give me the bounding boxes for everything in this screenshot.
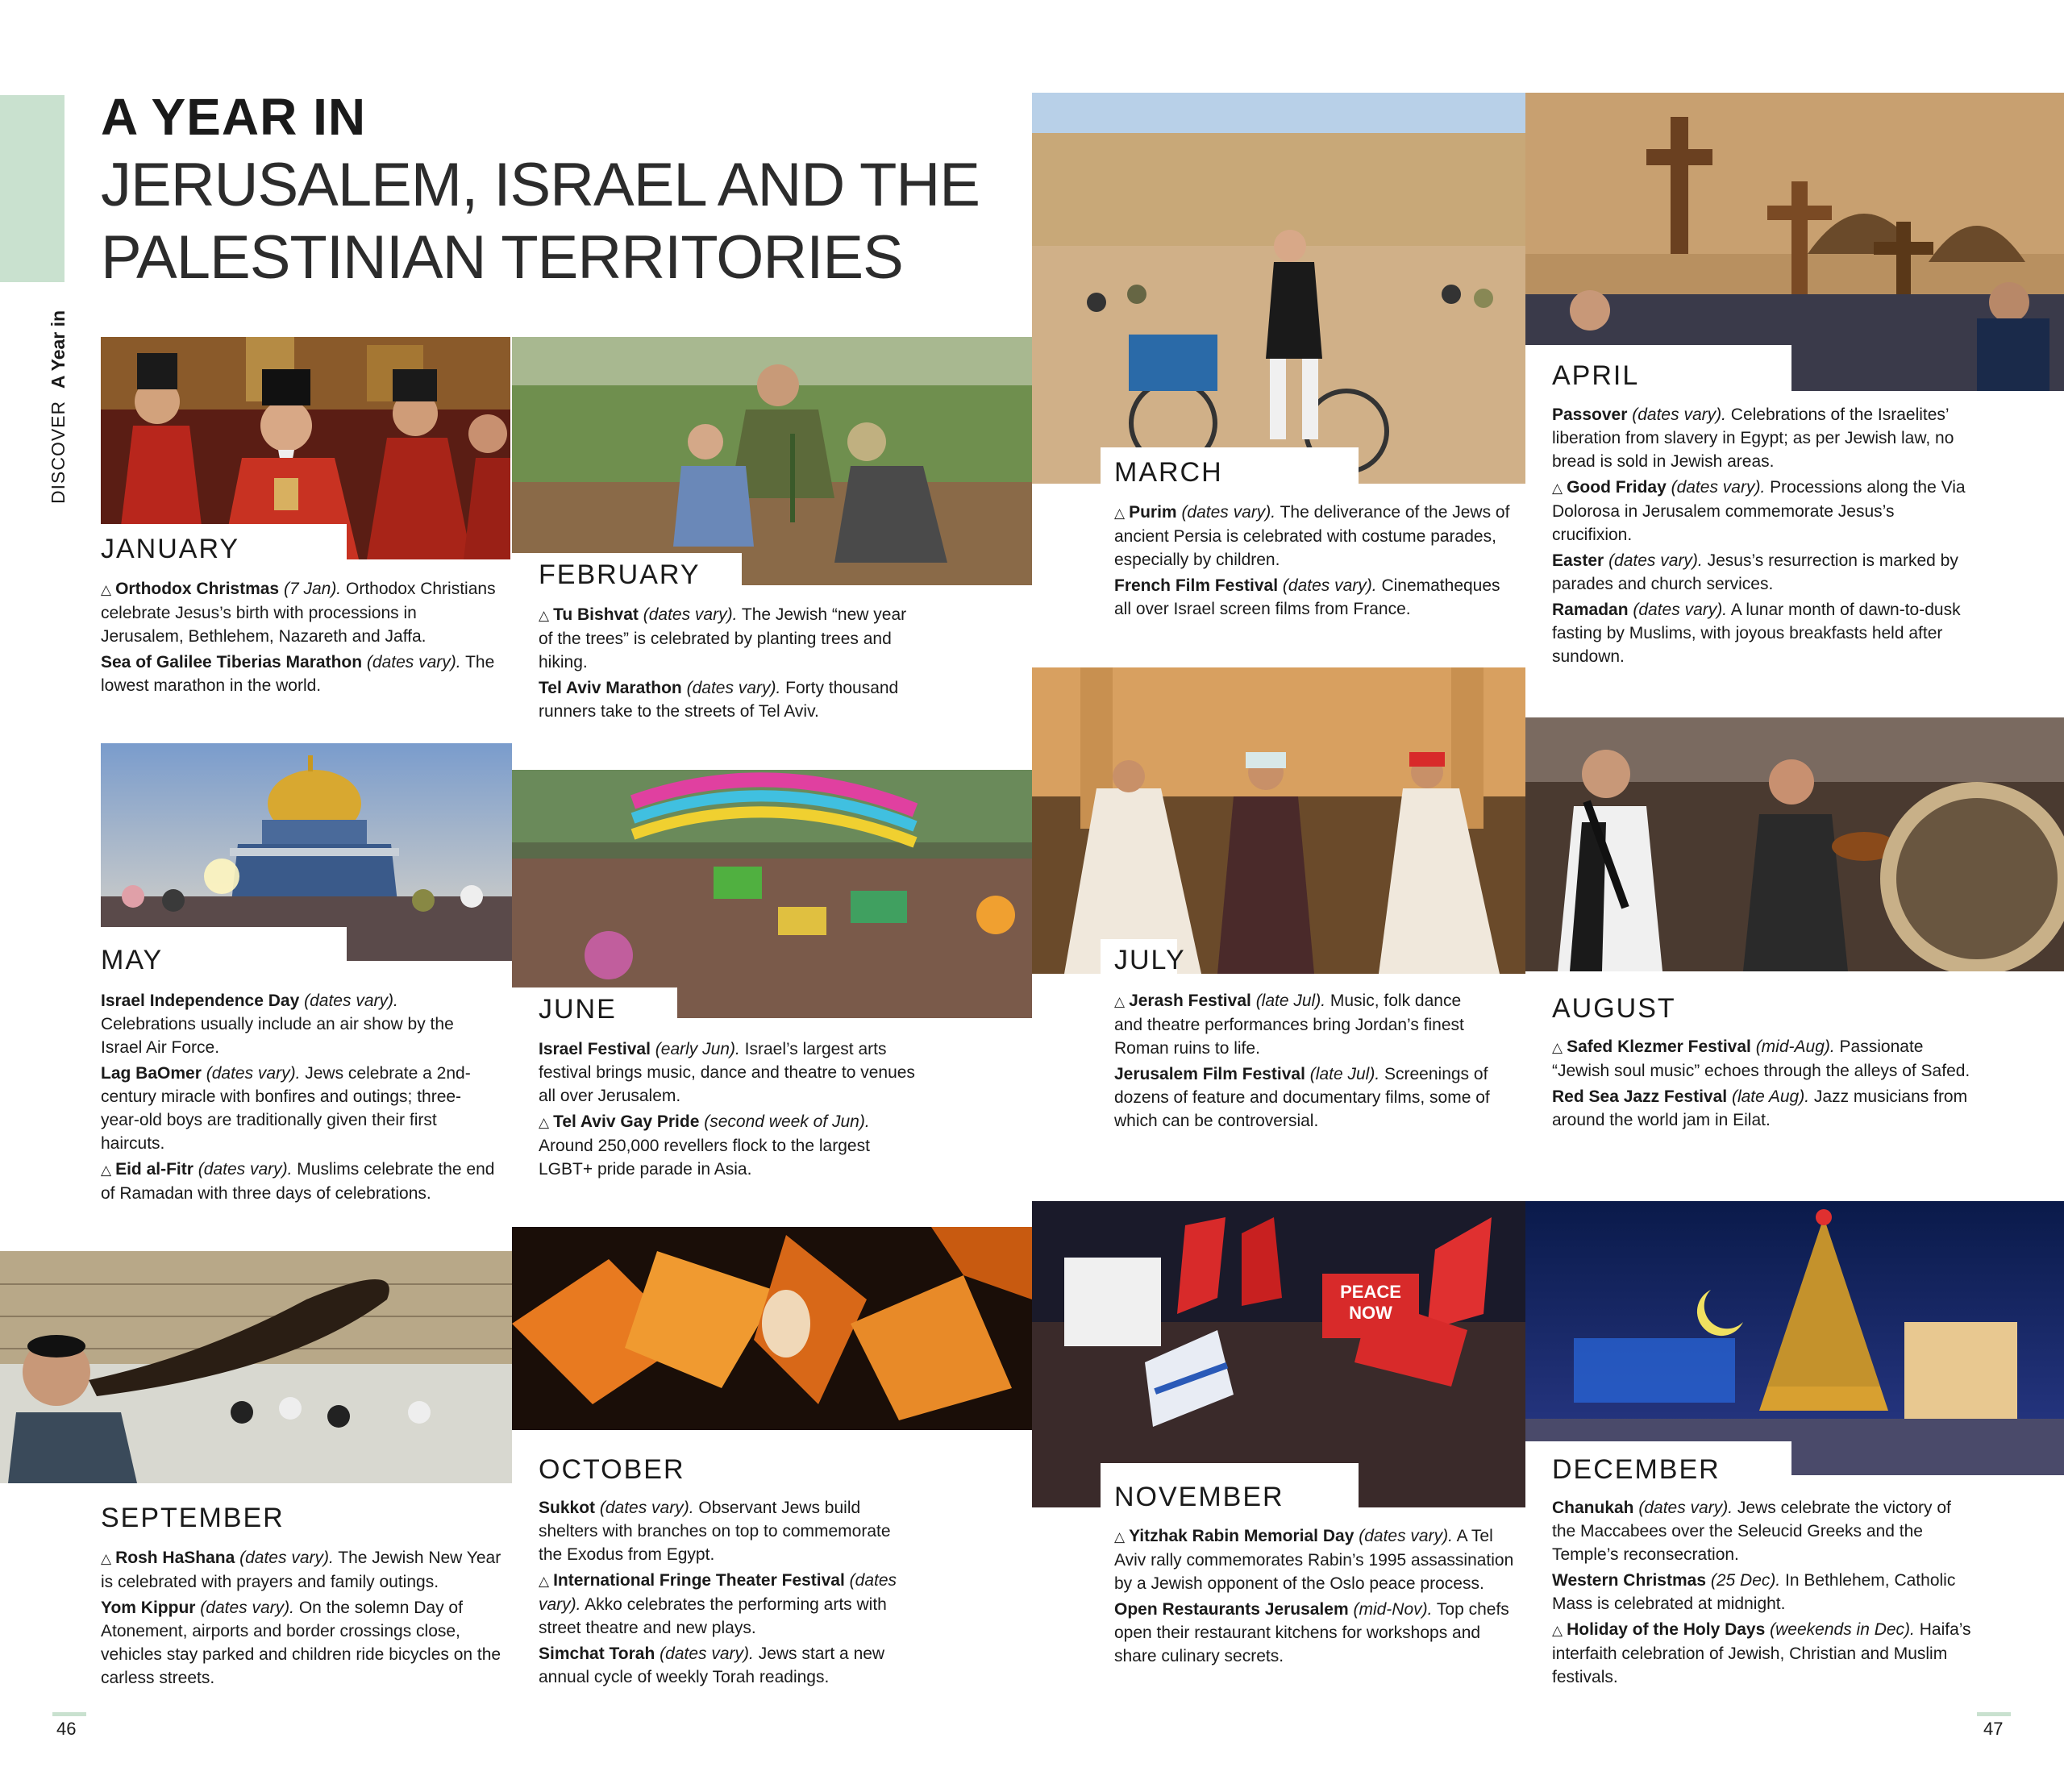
event-date: (dates vary). [1359, 1527, 1453, 1545]
event-title: Yom Kippur [101, 1599, 196, 1617]
event-date: (dates vary). [366, 653, 461, 671]
november-heading: NOVEMBER [1114, 1482, 1284, 1512]
event-date: (early Jun). [655, 1040, 740, 1058]
june-photo [512, 770, 1032, 1018]
event-description: Music, folk dance and theatre performances bring Jordan’s finest Roman ruins to life. [1114, 992, 1464, 1058]
july-photo [1032, 667, 1525, 974]
november-photo [1032, 1201, 1525, 1507]
november-event-2 [1114, 1598, 1517, 1668]
october-heading: OCTOBER [539, 1454, 685, 1485]
event-description: On the solemn Day of Atonement, airports and border crossings close, vehicles stay parked and children ride bicycles on the carless streets. [101, 1599, 501, 1687]
event-description: Celebrations of the Israelites’ liberation from slavery in Egypt; as per Jewish law, no bread is sold in Jewish areas. [1552, 405, 1954, 471]
event-date: (dates vary). [539, 1571, 897, 1614]
event-description: The lowest marathon in the world. [101, 653, 495, 695]
event-date: (dates vary). [200, 1599, 294, 1617]
july-events [1114, 989, 1493, 1135]
june-events [539, 1037, 918, 1183]
january-event-2 [101, 651, 504, 697]
february-photo [512, 337, 1032, 585]
september-events [101, 1546, 504, 1692]
november-sign-line1: PEACE [1340, 1282, 1401, 1302]
highlight-triangle-icon: △ [1552, 480, 1563, 496]
event-title: Simchat Torah [539, 1644, 655, 1663]
may-heading: MAY [101, 945, 164, 975]
event-description: Akko celebrates the performing arts with street theatre and new plays. [539, 1595, 887, 1637]
august-heading: AUGUST [1552, 993, 1676, 1024]
february-events [539, 603, 918, 726]
january-event-1 [101, 577, 504, 648]
february-event-1 [539, 603, 918, 674]
event-description: Forty thousand runners take to the streets of Tel Aviv. [539, 679, 899, 721]
may-events [101, 989, 496, 1208]
event-description: Jews celebrate the victory of the Maccabees over the Seleucid Greeks and the Temple’s reconsecration. [1552, 1499, 1951, 1564]
march-events [1114, 501, 1517, 623]
event-date: (mid-Aug). [1755, 1037, 1835, 1056]
event-description: Screenings of dozens of feature and documentary films, some of which can be controversial. [1114, 1065, 1490, 1130]
september-event-1 [101, 1546, 504, 1594]
event-description: Top chefs open their restaurant kitchens for workshops and share culinary secrets. [1114, 1600, 1509, 1665]
event-description: Observant Jews build shelters with branches on top to commemorate the Exodus from Egypt. [539, 1499, 891, 1564]
event-title: Purim [1129, 503, 1177, 522]
event-title: International Fringe Theater Festival [553, 1571, 845, 1590]
november-events [1114, 1524, 1517, 1670]
event-date: (dates vary). [1633, 601, 1728, 619]
left-page-accent [52, 1712, 86, 1716]
march-heading: MARCH [1114, 457, 1223, 488]
event-title: Rosh HaShana [115, 1549, 235, 1567]
event-title: Open Restaurants Jerusalem [1114, 1600, 1349, 1619]
february-event-2 [539, 676, 918, 723]
april-event-3 [1552, 549, 1975, 596]
event-title: Jerusalem Film Festival [1114, 1065, 1305, 1083]
june-heading: JUNE [539, 994, 617, 1025]
event-title: Sukkot [539, 1499, 596, 1517]
event-description: Jesus’s resurrection is marked by parades and church services. [1552, 551, 1958, 593]
event-date: (dates vary). [304, 992, 398, 1010]
event-date: (dates vary). [206, 1064, 301, 1083]
event-description: The Jewish “new year of the trees” is celebrated by planting trees and hiking. [539, 605, 907, 671]
october-event-2 [539, 1569, 918, 1640]
september-heading: SEPTEMBER [101, 1503, 285, 1533]
event-date: (second week of Jun). [704, 1112, 870, 1131]
event-date: (7 Jan). [283, 580, 342, 598]
august-events [1552, 1035, 1975, 1134]
may-event-3 [101, 1158, 496, 1205]
event-description: Muslims celebrate the end of Ramadan with three days of celebrations. [101, 1160, 495, 1203]
page-title-subtitle [101, 149, 980, 294]
event-description: Processions along the Via Dolorosa in Jerusalem commemorate Jesus’s crucifixion. [1552, 478, 1966, 544]
highlight-triangle-icon: △ [101, 1162, 112, 1178]
page-title-line2: JERUSALEM, ISRAEL AND THE [101, 151, 980, 219]
march-event-2 [1114, 574, 1517, 621]
march-photo [1032, 93, 1525, 484]
event-title: Western Christmas [1552, 1571, 1707, 1590]
event-date: (dates vary). [1638, 1499, 1733, 1517]
highlight-triangle-icon: △ [1114, 505, 1126, 521]
august-event-2 [1552, 1085, 1975, 1132]
event-date: (dates vary). [1632, 405, 1726, 424]
event-title: Tel Aviv Gay Pride [553, 1112, 700, 1131]
event-title: Israel Independence Day [101, 992, 300, 1010]
side-section-label [48, 310, 69, 504]
april-event-4 [1552, 598, 1975, 668]
event-date: (dates vary). [1181, 503, 1276, 522]
october-photo [512, 1227, 1032, 1430]
september-event-2 [101, 1596, 504, 1690]
event-date: (late Jul). [1309, 1065, 1380, 1083]
event-title: Orthodox Christmas [115, 580, 280, 598]
side-label-bold: A Year in [48, 310, 69, 389]
event-title: Chanukah [1552, 1499, 1634, 1517]
right-page-number: 47 [1983, 1719, 2004, 1739]
event-title: Easter [1552, 551, 1604, 570]
november-event-1 [1114, 1524, 1517, 1595]
december-events [1552, 1496, 1975, 1691]
april-event-2 [1552, 476, 1975, 547]
event-description: Haifa’s interfaith celebration of Jewish, Christian and Muslim festivals. [1552, 1620, 1971, 1686]
event-description: Celebrations usually include an air show by the Israel Air Force. [101, 1015, 454, 1057]
event-title: Israel Festival [539, 1040, 651, 1058]
april-heading: APRIL [1552, 360, 1640, 391]
event-title: Tu Bishvat [553, 605, 639, 624]
event-date: (dates vary). [1671, 478, 1766, 497]
october-events [539, 1496, 918, 1691]
event-date: (late Jul). [1255, 992, 1326, 1010]
event-title: Yitzhak Rabin Memorial Day [1129, 1527, 1354, 1545]
right-page-accent [1977, 1712, 2011, 1716]
november-sign-line2: NOW [1349, 1303, 1392, 1323]
july-event-1 [1114, 989, 1493, 1060]
december-photo [1525, 1201, 2064, 1475]
highlight-triangle-icon: △ [539, 608, 550, 623]
highlight-triangle-icon: △ [1552, 1623, 1563, 1638]
june-event-2 [539, 1110, 918, 1181]
event-title: Ramadan [1552, 601, 1629, 619]
event-date: (dates vary). [239, 1549, 334, 1567]
event-title: Good Friday [1567, 478, 1667, 497]
august-event-1 [1552, 1035, 1975, 1083]
april-event-1 [1552, 403, 1975, 473]
december-event-1 [1552, 1496, 1975, 1566]
event-description: In Bethlehem, Catholic Mass is celebrated at midnight. [1552, 1571, 1956, 1613]
december-heading: DECEMBER [1552, 1454, 1721, 1485]
highlight-triangle-icon: △ [1114, 994, 1126, 1009]
february-heading: FEBRUARY [539, 559, 701, 590]
september-photo [0, 1251, 512, 1483]
event-description: Jews celebrate a 2nd-century miracle with bonfires and outings; three-year-old boys are traditionally given their first haircuts. [101, 1064, 471, 1153]
july-heading: JULY [1114, 945, 1186, 975]
december-event-3 [1552, 1618, 1975, 1689]
event-date: (dates vary). [1282, 576, 1377, 595]
event-date: (late Aug). [1731, 1087, 1810, 1106]
event-description: Passionate “Jewish soul music” echoes through the alleys of Safed. [1552, 1037, 1970, 1080]
event-date: (dates vary). [1608, 551, 1703, 570]
event-date: (weekends in Dec). [1770, 1620, 1915, 1639]
highlight-triangle-icon: △ [101, 582, 112, 597]
event-title: Safed Klezmer Festival [1567, 1037, 1751, 1056]
event-description: Jazz musicians from around the world jam in Eilat. [1552, 1087, 1968, 1129]
event-description: The Jewish New Year is celebrated with prayers and family outings. [101, 1549, 501, 1591]
event-description: Jews start a new annual cycle of weekly Torah readings. [539, 1644, 885, 1686]
october-event-1 [539, 1496, 918, 1566]
january-heading: JANUARY [101, 534, 240, 564]
page-title-line3: PALESTINIAN TERRITORIES [101, 223, 903, 292]
left-page-number: 46 [56, 1719, 77, 1739]
july-event-2 [1114, 1062, 1493, 1133]
august-photo [1525, 717, 2064, 971]
december-event-2 [1552, 1569, 1975, 1615]
event-title: Passover [1552, 405, 1628, 424]
january-events [101, 577, 504, 700]
event-title: Red Sea Jazz Festival [1552, 1087, 1728, 1106]
event-date: (mid-Nov). [1353, 1600, 1433, 1619]
highlight-triangle-icon: △ [1552, 1040, 1563, 1055]
event-description: A Tel Aviv rally commemorates Rabin’s 1995 assassination by a Jewish opponent of the Oslo peace process. [1114, 1527, 1514, 1593]
event-title: Holiday of the Holy Days [1567, 1620, 1766, 1639]
event-date: (dates vary). [599, 1499, 694, 1517]
highlight-triangle-icon: △ [539, 1574, 550, 1589]
highlight-triangle-icon: △ [539, 1115, 550, 1130]
event-date: (dates vary). [686, 679, 781, 697]
page-title-line1: A YEAR IN [101, 88, 367, 146]
event-description: Around 250,000 revellers flock to the largest LGBT+ pride parade in Asia. [539, 1137, 870, 1179]
event-date: (dates vary). [198, 1160, 293, 1179]
event-description: The deliverance of the Jews of ancient Persia is celebrated with costume parades, especially by children. [1114, 503, 1510, 569]
event-date: (dates vary). [643, 605, 738, 624]
april-events [1552, 403, 1975, 671]
march-event-1 [1114, 501, 1517, 572]
june-event-1 [539, 1037, 918, 1108]
event-title: French Film Festival [1114, 576, 1279, 595]
october-event-3 [539, 1642, 918, 1689]
event-title: Lag BaOmer [101, 1064, 202, 1083]
highlight-triangle-icon: △ [101, 1551, 112, 1566]
highlight-triangle-icon: △ [1114, 1529, 1126, 1545]
event-description: Cinematheques all over Israel screen films from France. [1114, 576, 1500, 618]
side-label-prefix: DISCOVER [48, 400, 69, 504]
event-title: Tel Aviv Marathon [539, 679, 682, 697]
event-date: (25 Dec). [1710, 1571, 1781, 1590]
event-description: Orthodox Christians celebrate Jesus’s birth with processions in Jerusalem, Bethlehem, Nazareth and Jaffa. [101, 580, 496, 646]
event-description: Israel’s largest arts festival brings music, dance and theatre to venues all over Jerusalem. [539, 1040, 915, 1105]
event-date: (dates vary). [660, 1644, 754, 1663]
side-accent-band [0, 95, 64, 282]
event-title: Sea of Galilee Tiberias Marathon [101, 653, 363, 671]
event-title: Eid al-Fitr [115, 1160, 194, 1179]
event-description: A lunar month of dawn-to-dusk fasting by Muslims, with joyous breakfasts held after sundown. [1552, 601, 1961, 666]
event-title: Jerash Festival [1129, 992, 1251, 1010]
may-event-2 [101, 1062, 496, 1155]
may-event-1 [101, 989, 496, 1059]
